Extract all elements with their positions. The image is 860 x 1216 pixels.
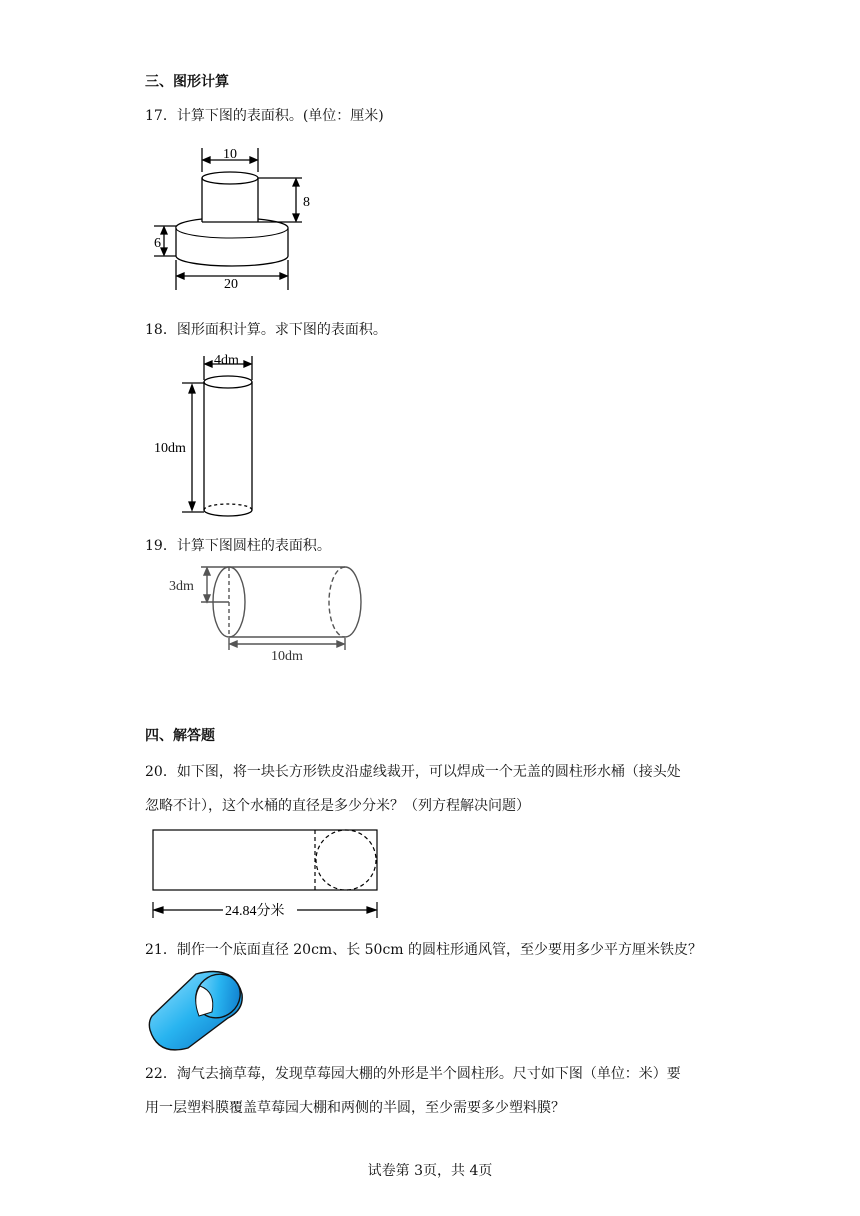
q17-height-top-label: 8 [303, 195, 310, 210]
question-22-text-line2: 用一层塑料膜覆盖草莓园大棚和两侧的半圆，至少需要多少塑料膜？ [145, 1100, 565, 1116]
q20-length-label: 24.84分米 [225, 904, 285, 919]
q17-bottom-label: 20 [224, 277, 238, 292]
question-21-text: 21．制作一个底面直径 20cm、长 50cm 的圆柱形通风管，至少要用多少平方厘米铁皮？ [145, 942, 703, 958]
section-heading-4: 四、解答题 [145, 728, 215, 744]
figure-q19-horizontal-cylinder [165, 560, 365, 664]
question-22-text-line1: 22．淘气去摘草莓，发现草莓园大棚的外形是半个圆柱形。尺寸如下图（单位：米）要 [145, 1066, 681, 1082]
section-heading-3: 三、图形计算 [145, 74, 229, 90]
q19-radius-label: 3dm [169, 579, 194, 594]
question-20-text-line2: 忽略不计），这个水桶的直径是多少分米？（列方程解决问题） [145, 798, 530, 814]
q18-diameter-label: 4dm [214, 353, 239, 368]
q19-length-label: 10dm [271, 649, 303, 664]
figure-q20-sheet-layout [145, 822, 385, 922]
page-footer: 试卷第 3页，共 4页 [367, 1163, 493, 1179]
figure-q18-tall-cylinder [150, 350, 270, 522]
question-19-text: 19．计算下图圆柱的表面积。 [145, 538, 331, 554]
figure-q21-blue-tube [144, 966, 246, 1052]
q17-top-label: 10 [223, 147, 237, 162]
question-20-text-line1: 20．如下图，将一块长方形铁皮沿虚线裁开，可以焊成一个无盖的圆柱形水桶（接头处 [145, 764, 681, 780]
question-17-text: 17．计算下图的表面积。(单位：厘米) [145, 108, 384, 124]
figure-q17-stacked-cylinders [150, 140, 320, 292]
q17-height-bottom-label: 6 [154, 236, 161, 251]
question-18-text: 18．图形面积计算。求下图的表面积。 [145, 322, 387, 338]
q18-height-label: 10dm [154, 441, 186, 456]
